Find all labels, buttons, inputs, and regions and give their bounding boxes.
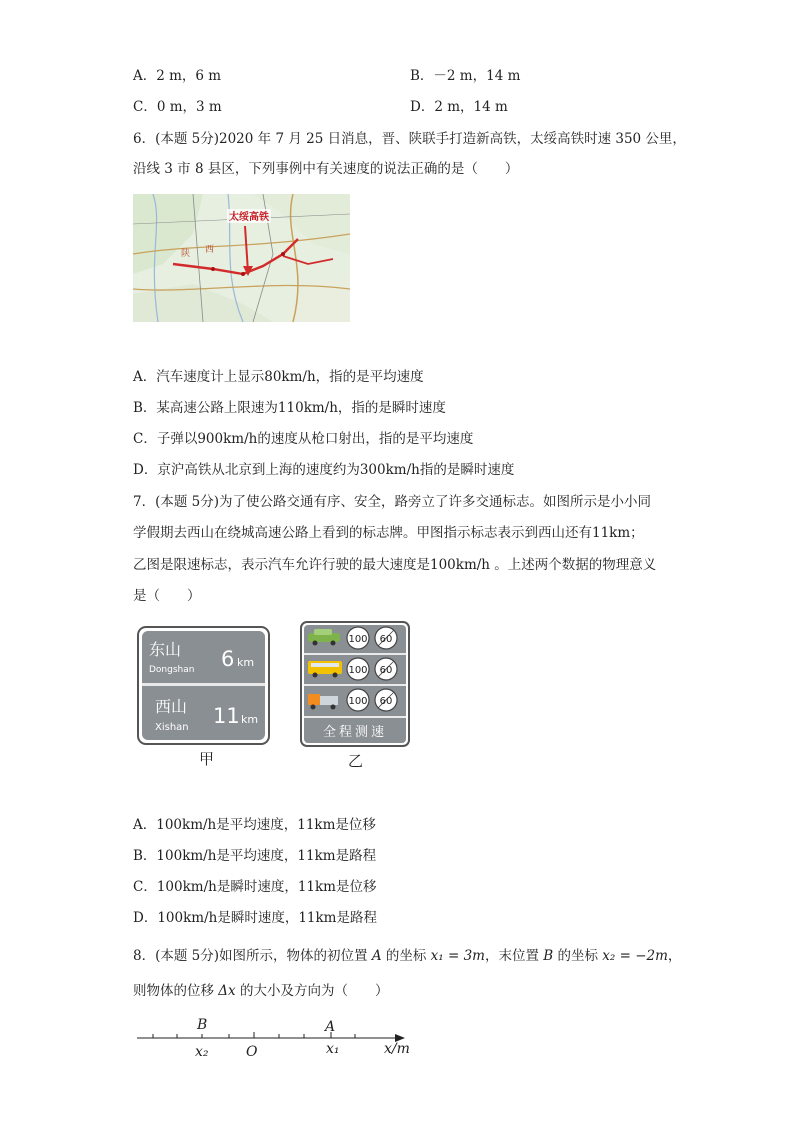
var-a: A <box>371 948 382 964</box>
q7-stem-line2: 学假期去西山在绕城高速公路上看到的标志牌。甲图指示标志表示到西山还有11km； <box>133 525 644 541</box>
q5-option-d <box>410 97 508 117</box>
q5-option-b <box>410 66 520 86</box>
railway-map-svg <box>133 194 350 322</box>
speed-min-3: 60 <box>379 696 393 707</box>
q6-option-d: D．京沪高铁从北京到上海的速度约为300km/h指的是瞬时速度 <box>133 462 515 478</box>
speed-min-1: 60 <box>379 634 393 645</box>
distance-sign <box>137 626 270 749</box>
option-text: 2 m，6 m <box>156 68 222 84</box>
axis-label-origin: O <box>246 1044 258 1060</box>
speed-max-2: 100 <box>348 665 368 676</box>
axis-label-x1: x₁ <box>326 1041 340 1057</box>
var-b: B <box>543 948 554 964</box>
speed-sign-footer: 全程测速 <box>322 725 388 740</box>
map-label-b: 西 <box>205 245 215 255</box>
q8-text-2: 的坐标 <box>385 948 427 964</box>
q7-option-a: A．100km/h是平均速度，11km是位移 <box>133 817 376 833</box>
speed-limit-sign-svg <box>300 621 410 747</box>
speed-limit-sign <box>300 621 410 751</box>
sign-bot-num: 11 <box>213 704 240 728</box>
eq-x1: x₁ = 3m <box>430 948 485 964</box>
sign-top-en: Dongshan <box>149 665 195 675</box>
sign-a-caption: 甲 <box>199 750 215 768</box>
railway-map-image <box>133 194 350 322</box>
q7-option-d: D．100km/h是瞬时速度，11km是路程 <box>133 910 377 926</box>
q8-text-4: 的坐标 <box>557 948 598 964</box>
sign-top-cn: 东山 <box>149 640 182 659</box>
sign-bot-en: Xishan <box>155 722 189 733</box>
axis-label-b: B <box>197 1017 208 1033</box>
sign-top-unit: km <box>237 656 255 669</box>
option-letter: C． <box>133 99 157 115</box>
q7-option-c: C．100km/h是瞬时速度，11km是位移 <box>133 879 377 895</box>
q7-stem-line1: 7．(本题 5分)为了使公路交通有序、安全，路旁立了许多交通标志。如图所示是小小同 <box>133 494 652 510</box>
axis-unit-label: x/m <box>384 1041 410 1057</box>
q5-option-a <box>133 66 221 86</box>
speed-max-1: 100 <box>348 634 368 645</box>
sign-bot-unit: km <box>241 713 259 726</box>
q7-stem-line4: 是（ ） <box>133 588 201 604</box>
number-line-svg <box>133 1013 423 1063</box>
q8-stem-line2 <box>133 981 388 1001</box>
var-dx: Δx <box>218 983 236 999</box>
speed-max-3: 100 <box>348 696 368 707</box>
q6-stem-line2: 沿线 3 市 8 县区，下列事例中有关速度的说法正确的是（ ） <box>133 161 519 177</box>
q8-text-6: 的大小及方向为（ ） <box>239 983 389 999</box>
number-line-figure <box>133 1013 423 1067</box>
q6-stem-line1: 6．(本题 5分)2020 年 7 月 25 日消息，晋、陕联手打造新高铁，太绥高铁时速 350 公里， <box>133 131 686 147</box>
q8-text-5: 则物体的位移 <box>133 983 214 999</box>
sign-bot-cn: 西山 <box>155 697 188 716</box>
q7-option-b: B．100km/h是平均速度，11km是路程 <box>133 848 377 864</box>
sign-b-caption: 乙 <box>348 752 364 770</box>
distance-sign-svg <box>137 626 270 745</box>
sign-top-num: 6 <box>221 647 235 671</box>
q6-option-a: A．汽车速度计上显示80km/h，指的是平均速度 <box>133 369 424 385</box>
option-letter: B． <box>410 68 434 84</box>
eq-x2: x₂ = −2m <box>602 948 668 964</box>
q5-option-c <box>133 97 222 117</box>
option-letter: D． <box>410 99 435 115</box>
option-text: －2 m，14 m <box>433 68 521 84</box>
option-text: 2 m，14 m <box>434 99 508 115</box>
axis-label-a: A <box>325 1019 336 1035</box>
option-letter: A． <box>133 68 157 84</box>
q6-option-b: B．某高速公路上限速为110km/h，指的是瞬时速度 <box>133 400 446 416</box>
axis-label-x2: x₂ <box>195 1044 209 1060</box>
q8-text-3: ，末位置 <box>484 948 539 964</box>
q8-text-1: 8．(本题 5分)如图所示，物体的初位置 <box>133 948 368 964</box>
q8-stem-line1: 8．(本题 5分)如图所示，物体的初位置 A 的坐标 x₁ = 3m，末位置 B 的坐标 x₂ = −2m， <box>133 948 682 964</box>
map-rail-label: 太绥高铁 <box>229 212 269 223</box>
q6-option-c: C．子弹以900km/h的速度从枪口射出，指的是平均速度 <box>133 431 474 447</box>
q7-stem-line3: 乙图是限速标志，表示汽车允许行驶的最大速度是100km/h 。上述两个数据的物理意义 <box>133 557 657 573</box>
option-text: 0 m，3 m <box>156 99 222 115</box>
speed-min-2: 60 <box>379 665 393 676</box>
map-label-a: 陕 <box>181 249 191 259</box>
